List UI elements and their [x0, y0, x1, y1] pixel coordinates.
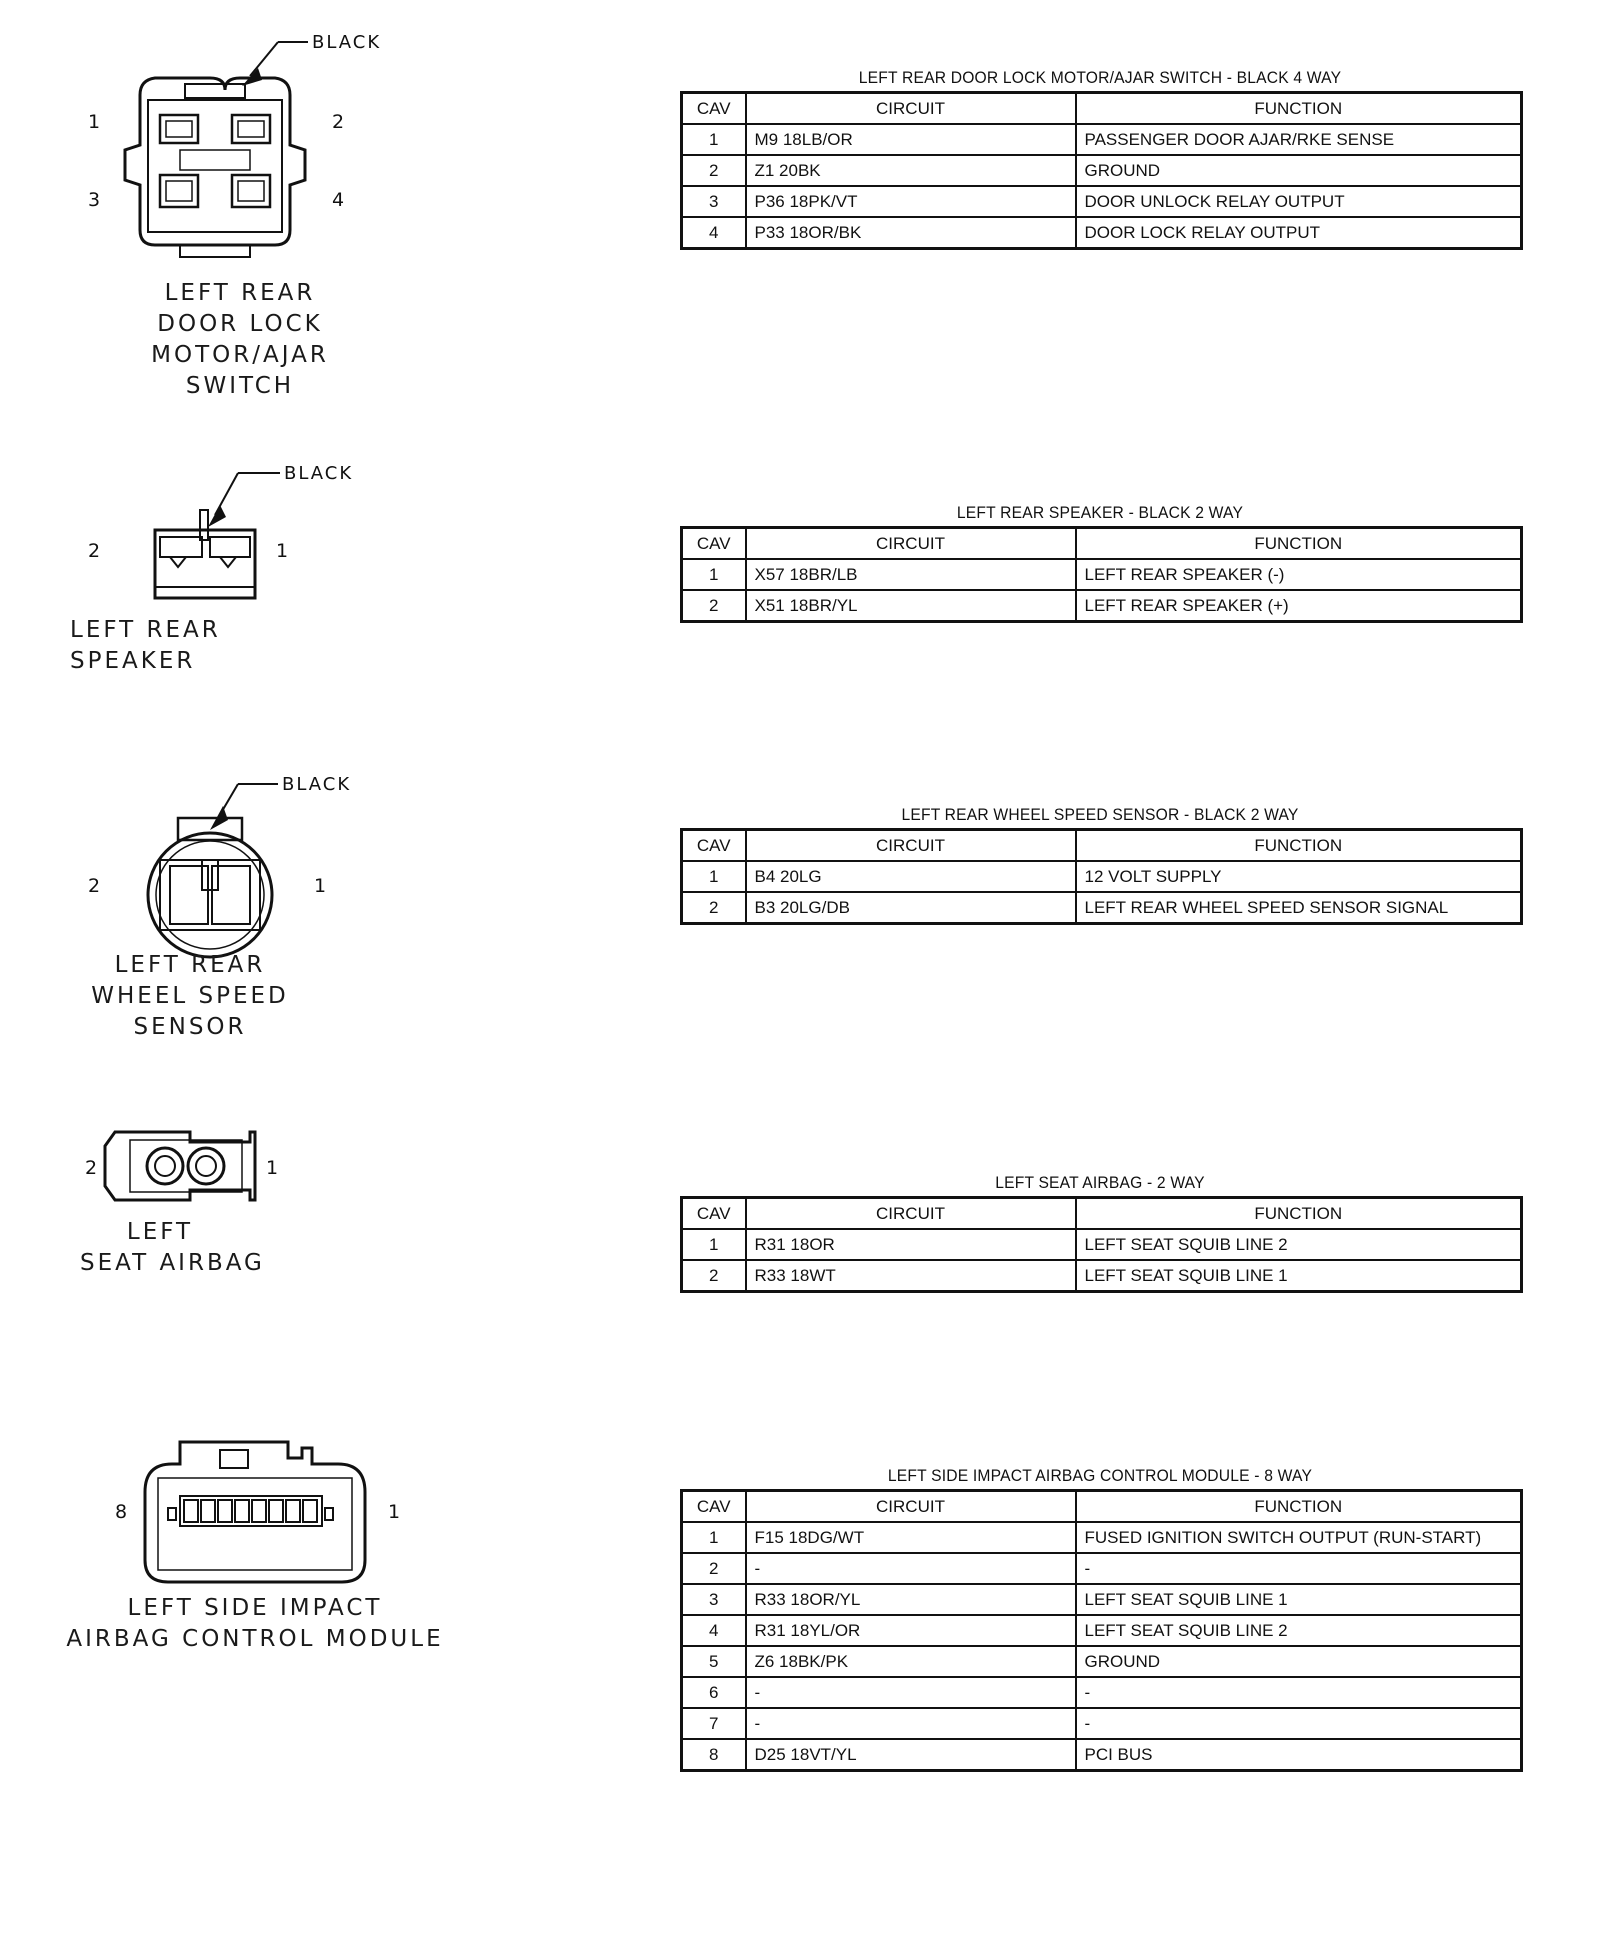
table-row: 2 Z1 20BK GROUND — [682, 155, 1522, 186]
connector-diagram-door-lock — [60, 0, 480, 420]
table-row: 6 - - — [682, 1677, 1522, 1708]
header-cav: CAV — [682, 93, 746, 125]
table-row: 1 F15 18DG/WT FUSED IGNITION SWITCH OUTPUT (RUN-START) — [682, 1522, 1522, 1553]
header-cav: CAV — [682, 528, 746, 560]
header-circuit: CIRCUIT — [746, 1491, 1076, 1523]
header-cav: CAV — [682, 830, 746, 862]
table-header-row — [682, 1491, 1522, 1523]
pin-number: 2 — [332, 111, 345, 133]
connector-diagram-side-impact — [60, 1420, 480, 1670]
table-row: 3 P36 18PK/VT DOOR UNLOCK RELAY OUTPUT — [682, 186, 1522, 217]
header-function: FUNCTION — [1076, 1491, 1522, 1523]
table-row: 1 B4 20LG 12 VOLT SUPPLY — [682, 861, 1522, 892]
pin-number: 1 — [276, 540, 289, 562]
header-function: FUNCTION — [1076, 93, 1522, 125]
table-row: 2 R33 18WT LEFT SEAT SQUIB LINE 1 — [682, 1260, 1522, 1292]
connector-diagram-seat-airbag — [60, 1120, 480, 1300]
table-row: 1 R31 18OR LEFT SEAT SQUIB LINE 2 — [682, 1229, 1522, 1260]
table-row: 3 R33 18OR/YL LEFT SEAT SQUIB LINE 1 — [682, 1584, 1522, 1615]
table-row: 2 - - — [682, 1553, 1522, 1584]
header-cav: CAV — [682, 1491, 746, 1523]
pinout-table-door-lock — [680, 65, 1520, 250]
color-label: BLACK — [282, 774, 352, 795]
table-title: LEFT REAR WHEEL SPEED SENSOR - BLACK 2 WAY — [901, 805, 1299, 824]
connector-diagram-wheel-speed — [60, 760, 480, 1060]
pin-number: 4 — [332, 189, 345, 211]
color-label: BLACK — [312, 32, 382, 53]
header-circuit: CIRCUIT — [746, 830, 1076, 862]
table-row: 2 X51 18BR/YL LEFT REAR SPEAKER (+) — [682, 590, 1522, 622]
table-row: 4 R31 18YL/OR LEFT SEAT SQUIB LINE 2 — [682, 1615, 1522, 1646]
table-row: 1 M9 18LB/OR PASSENGER DOOR AJAR/RKE SENSE — [682, 124, 1522, 155]
header-cav: CAV — [682, 1198, 746, 1230]
table-title: LEFT SIDE IMPACT AIRBAG CONTROL MODULE - 8 WAY — [887, 1466, 1313, 1485]
connector-label: LEFT REAR DOOR LOCK MOTOR/AJAR SWITCH — [151, 280, 329, 399]
table-row: 5 Z6 18BK/PK GROUND — [682, 1646, 1522, 1677]
pinout-table-wheel-speed — [680, 802, 1520, 925]
table-row: 4 P33 18OR/BK DOOR LOCK RELAY OUTPUT — [682, 217, 1522, 249]
table-title: LEFT SEAT AIRBAG - 2 WAY — [995, 1173, 1205, 1192]
pin-number: 2 — [88, 875, 101, 897]
table-header-row — [682, 830, 1522, 862]
header-circuit: CIRCUIT — [746, 528, 1076, 560]
header-circuit: CIRCUIT — [746, 1198, 1076, 1230]
pin-number: 8 — [115, 1501, 128, 1523]
pinout-table-speaker — [680, 500, 1520, 623]
table-title: LEFT REAR DOOR LOCK MOTOR/AJAR SWITCH - BLACK 4 WAY — [858, 68, 1342, 87]
table-header-row — [682, 93, 1522, 125]
pinout-table-seat-airbag — [680, 1170, 1520, 1293]
connector-label: LEFT REAR WHEEL SPEED SENSOR — [91, 952, 289, 1040]
table-title: LEFT REAR SPEAKER - BLACK 2 WAY — [956, 503, 1244, 522]
connector-label: LEFT REAR SPEAKER — [70, 617, 221, 674]
pin-number: 3 — [88, 189, 101, 211]
connector-label: LEFT SIDE IMPACT AIRBAG CONTROL MODULE — [66, 1595, 444, 1652]
pin-number: 1 — [88, 111, 101, 133]
pin-number: 1 — [388, 1501, 401, 1523]
header-function: FUNCTION — [1076, 1198, 1522, 1230]
color-label: BLACK — [284, 463, 354, 484]
header-function: FUNCTION — [1076, 528, 1522, 560]
pin-number: 1 — [314, 875, 327, 897]
header-function: FUNCTION — [1076, 830, 1522, 862]
pinout-table-side-impact — [680, 1463, 1520, 1772]
pin-number: 1 — [266, 1157, 279, 1179]
table-row: 7 - - — [682, 1708, 1522, 1739]
table-row: 8 D25 18VT/YL PCI BUS — [682, 1739, 1522, 1771]
connector-label: LEFT SEAT AIRBAG — [80, 1219, 265, 1276]
table-row: 1 X57 18BR/LB LEFT REAR SPEAKER (-) — [682, 559, 1522, 590]
connector-diagram-speaker — [60, 455, 480, 685]
pin-number: 2 — [85, 1157, 98, 1179]
table-header-row — [682, 1198, 1522, 1230]
pin-number: 2 — [88, 540, 101, 562]
table-row: 2 B3 20LG/DB LEFT REAR WHEEL SPEED SENSOR SIGNAL — [682, 892, 1522, 924]
table-header-row — [682, 528, 1522, 560]
header-circuit: CIRCUIT — [746, 93, 1076, 125]
